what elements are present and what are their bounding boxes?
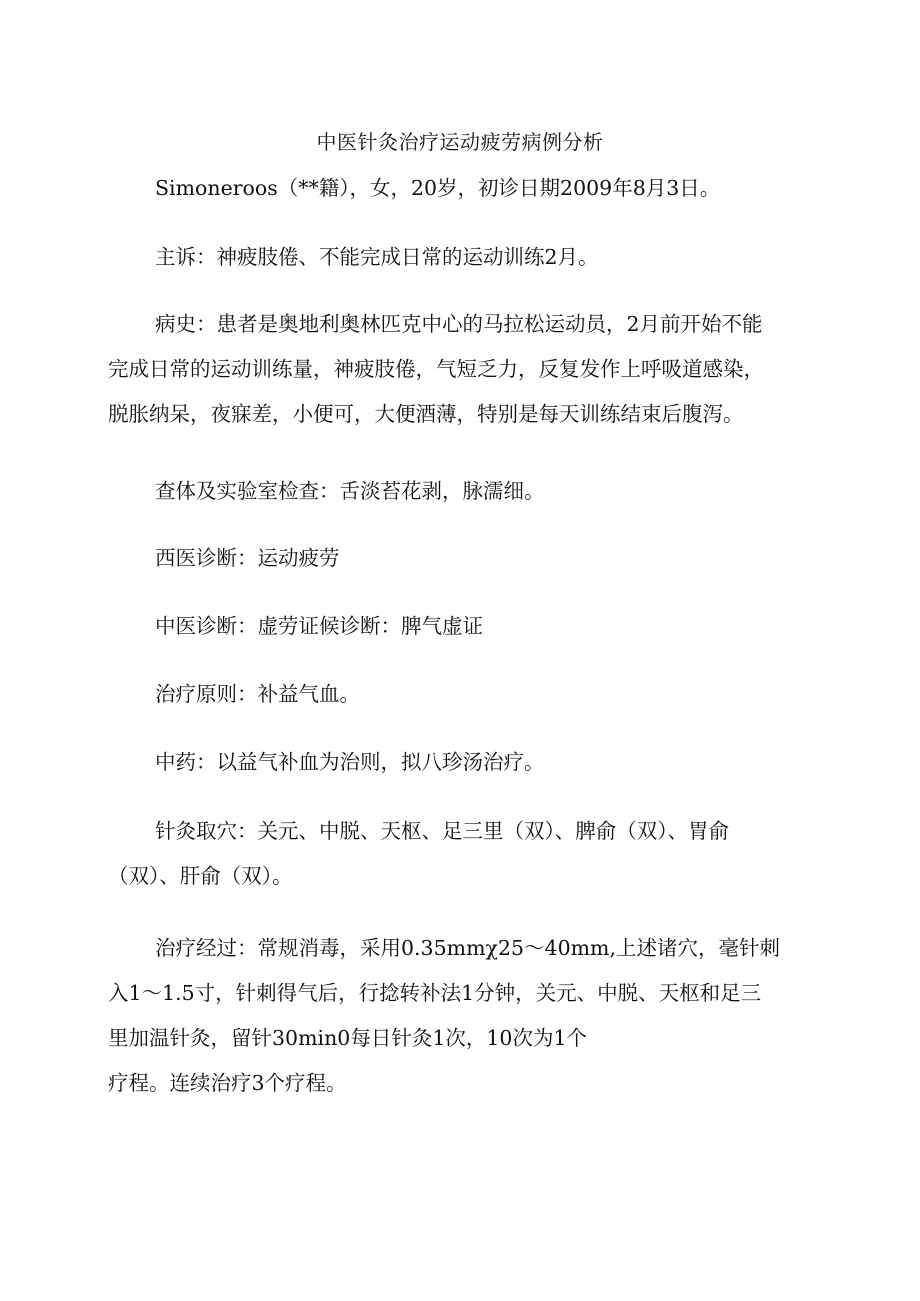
herbal-medicine-paragraph: 中药：以益气补血为治则，拟八珍汤治疗。 xyxy=(155,750,545,774)
treatment-course-line: 治疗经过：常规消毒，采用0.35mmχ25～40mm,上述诸穴，毫针刺 xyxy=(155,936,781,960)
acupoints-paragraph xyxy=(108,809,814,899)
treatment-course-line: 入1～1.5寸，针刺得气后，行捻转补法1分钟，关元、中脱、天枢和足三 xyxy=(108,981,762,1005)
patient-info-paragraph: Simoneroos（**籍），女，20岁，初诊日期2009年8月3日。 xyxy=(155,176,721,200)
acupoints-line: （双）、肝俞（双）。 xyxy=(108,864,293,888)
tcm-diagnosis-paragraph: 中医诊断：虚劳证候诊断：脾气虚证 xyxy=(155,614,483,638)
history-line: 病史：患者是奥地利奥林匹克中心的马拉松运动员，2月前开始不能 xyxy=(155,312,763,336)
treatment-course-paragraph xyxy=(108,926,814,1106)
treatment-course-line: 疗程。连续治疗3个疗程。 xyxy=(108,1071,347,1095)
history-line: 脱胀纳呆，夜寐差，小便可，大便酒薄，特别是每天训练结束后腹泻。 xyxy=(108,402,744,426)
document-title: 中医针灸治疗运动疲劳病例分析 xyxy=(316,130,604,154)
history-paragraph xyxy=(108,302,814,437)
history-line: 完成日常的运动训练量，神疲肢倦，气短乏力，反复发作上呼吸道感染， xyxy=(108,357,764,381)
western-diagnosis-paragraph: 西医诊断：运动疲劳 xyxy=(155,546,340,570)
chief-complaint-paragraph: 主诉：神疲肢倦、不能完成日常的运动训练2月。 xyxy=(155,245,599,269)
treatment-principle-paragraph: 治疗原则：补益气血。 xyxy=(155,682,360,706)
acupoints-line: 针灸取穴：关元、中脱、天枢、足三里（双）、脾俞（双）、胃俞 xyxy=(155,819,729,843)
treatment-course-line: 里加温针灸，留针30min0每日针灸1次，10次为1个 xyxy=(108,1026,587,1050)
examination-paragraph: 查体及实验室检查：舌淡苔花剥，脉濡细。 xyxy=(155,479,545,503)
